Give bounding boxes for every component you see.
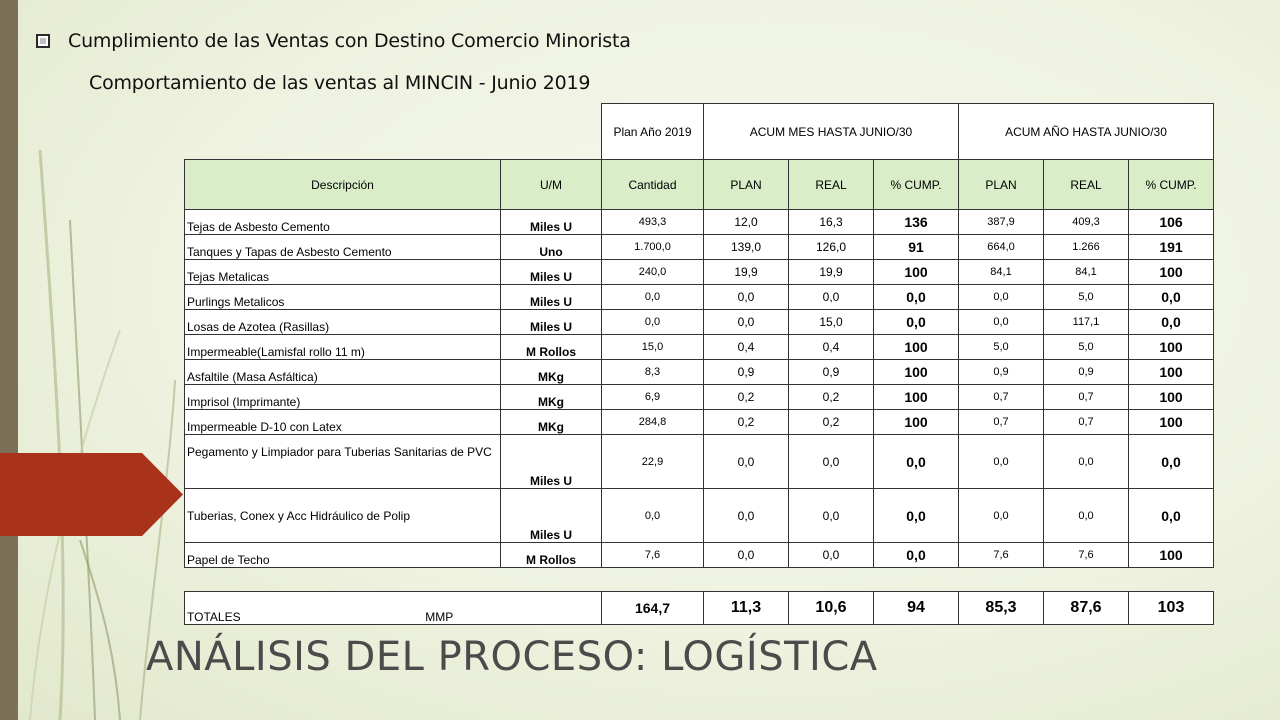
row-ano-real: 5,0 [1044, 285, 1129, 310]
table-row [185, 335, 1214, 360]
col-header-ano-plan: PLAN [959, 160, 1044, 210]
table-row [185, 360, 1214, 385]
row-ano-pct: 106 [1129, 210, 1214, 235]
row-um: Miles U [501, 210, 602, 235]
row-ano-plan: 387,9 [959, 210, 1044, 235]
row-ano-real: 0,7 [1044, 385, 1129, 410]
row-description: Imprisol (Imprimante) [185, 385, 501, 410]
row-mes-pct: 0,0 [874, 435, 959, 489]
row-ano-plan: 7,6 [959, 543, 1044, 568]
row-mes-real: 0,0 [789, 435, 874, 489]
left-sidebar-bar [0, 0, 18, 720]
totals-mes-real: 10,6 [789, 592, 874, 625]
spacer-row [185, 568, 1214, 592]
row-mes-pct: 100 [874, 385, 959, 410]
row-cantidad: 22,9 [602, 435, 704, 489]
red-arrow-shape [0, 453, 183, 536]
row-ano-real: 0,0 [1044, 489, 1129, 543]
row-mes-real: 16,3 [789, 210, 874, 235]
row-ano-real: 1.266 [1044, 235, 1129, 260]
header-acum-ano: ACUM AÑO HASTA JUNIO/30 [959, 104, 1214, 160]
row-ano-pct: 100 [1129, 360, 1214, 385]
totals-label: TOTALES [187, 610, 241, 624]
col-header-um: U/M [501, 160, 602, 210]
slide-title: ANÁLISIS DEL PROCESO: LOGÍSTICA [146, 634, 878, 680]
totals-ano-real: 87,6 [1044, 592, 1129, 625]
row-ano-plan: 664,0 [959, 235, 1044, 260]
row-mes-pct: 136 [874, 210, 959, 235]
row-ano-pct: 191 [1129, 235, 1214, 260]
row-cantidad: 0,0 [602, 285, 704, 310]
row-mes-pct: 0,0 [874, 285, 959, 310]
row-um: MKg [501, 385, 602, 410]
totals-mes-pct: 94 [874, 592, 959, 625]
row-um: Miles U [501, 435, 602, 489]
row-mes-pct: 100 [874, 410, 959, 435]
row-ano-real: 7,6 [1044, 543, 1129, 568]
row-um: MKg [501, 360, 602, 385]
col-header-mes-real: REAL [789, 160, 874, 210]
row-um: Uno [501, 235, 602, 260]
row-mes-pct: 91 [874, 235, 959, 260]
row-mes-real: 19,9 [789, 260, 874, 285]
row-ano-real: 84,1 [1044, 260, 1129, 285]
row-mes-plan: 0,0 [704, 310, 789, 335]
row-mes-plan: 139,0 [704, 235, 789, 260]
row-ano-plan: 0,9 [959, 360, 1044, 385]
row-cantidad: 240,0 [602, 260, 704, 285]
row-ano-real: 117,1 [1044, 310, 1129, 335]
table-row [185, 310, 1214, 335]
bullet-text: Cumplimiento de las Ventas con Destino Comercio Minorista [68, 30, 631, 52]
row-um: M Rollos [501, 335, 602, 360]
row-cantidad: 284,8 [602, 410, 704, 435]
totals-mes-plan: 11,3 [704, 592, 789, 625]
row-ano-real: 409,3 [1044, 210, 1129, 235]
row-ano-real: 0,7 [1044, 410, 1129, 435]
row-mes-real: 0,2 [789, 410, 874, 435]
row-ano-real: 0,0 [1044, 435, 1129, 489]
row-description: Purlings Metalicos [185, 285, 501, 310]
row-mes-real: 0,0 [789, 543, 874, 568]
table-row [185, 235, 1214, 260]
row-mes-real: 126,0 [789, 235, 874, 260]
row-ano-real: 0,9 [1044, 360, 1129, 385]
row-mes-pct: 0,0 [874, 489, 959, 543]
col-header-mes-plan: PLAN [704, 160, 789, 210]
row-mes-pct: 100 [874, 260, 959, 285]
row-ano-pct: 100 [1129, 335, 1214, 360]
row-description: Pegamento y Limpiador para Tuberias Sanitarias de PVC [185, 435, 501, 489]
row-ano-pct: 0,0 [1129, 435, 1214, 489]
sales-table [184, 103, 1214, 625]
col-header-descripcion: Descripción [185, 160, 501, 210]
totals-unit: MMP [425, 610, 454, 624]
row-cantidad: 493,3 [602, 210, 704, 235]
row-ano-plan: 0,7 [959, 410, 1044, 435]
row-mes-plan: 0,0 [704, 489, 789, 543]
row-mes-pct: 100 [874, 335, 959, 360]
row-cantidad: 7,6 [602, 543, 704, 568]
bullet-heading [36, 30, 631, 52]
totals-cantidad: 164,7 [602, 592, 704, 625]
header-acum-mes: ACUM MES HASTA JUNIO/30 [704, 104, 959, 160]
table-row [185, 489, 1214, 543]
row-ano-plan: 0,0 [959, 489, 1044, 543]
table-row [185, 543, 1214, 568]
row-um: Miles U [501, 285, 602, 310]
row-description: Impermeable D-10 con Latex [185, 410, 501, 435]
table-row [185, 285, 1214, 310]
row-mes-plan: 0,0 [704, 435, 789, 489]
col-header-ano-real: REAL [1044, 160, 1129, 210]
row-mes-real: 0,0 [789, 285, 874, 310]
row-um: MKg [501, 410, 602, 435]
row-ano-pct: 100 [1129, 260, 1214, 285]
row-description: Losas de Azotea (Rasillas) [185, 310, 501, 335]
row-description: Impermeable(Lamisfal rollo 11 m) [185, 335, 501, 360]
row-ano-plan: 0,7 [959, 385, 1044, 410]
row-cantidad: 8,3 [602, 360, 704, 385]
row-ano-pct: 100 [1129, 410, 1214, 435]
row-mes-plan: 0,0 [704, 285, 789, 310]
table-row [185, 410, 1214, 435]
row-mes-plan: 0,4 [704, 335, 789, 360]
row-ano-pct: 0,0 [1129, 489, 1214, 543]
totals-row [185, 592, 1214, 625]
row-mes-real: 0,0 [789, 489, 874, 543]
row-ano-pct: 100 [1129, 543, 1214, 568]
row-mes-real: 0,9 [789, 360, 874, 385]
row-cantidad: 0,0 [602, 310, 704, 335]
row-um: Miles U [501, 310, 602, 335]
row-mes-plan: 0,0 [704, 543, 789, 568]
table-row [185, 385, 1214, 410]
row-description: Tuberias, Conex y Acc Hidráulico de Polip [185, 489, 501, 543]
row-mes-real: 15,0 [789, 310, 874, 335]
row-cantidad: 15,0 [602, 335, 704, 360]
row-mes-plan: 0,2 [704, 385, 789, 410]
row-cantidad: 0,0 [602, 489, 704, 543]
row-mes-plan: 19,9 [704, 260, 789, 285]
row-ano-pct: 100 [1129, 385, 1214, 410]
totals-ano-pct: 103 [1129, 592, 1214, 625]
row-cantidad: 6,9 [602, 385, 704, 410]
col-header-cantidad: Cantidad [602, 160, 704, 210]
row-mes-plan: 0,9 [704, 360, 789, 385]
table-row [185, 260, 1214, 285]
row-mes-pct: 0,0 [874, 543, 959, 568]
col-header-mes-pct: % CUMP. [874, 160, 959, 210]
checkbox-bullet-icon [36, 34, 50, 48]
row-ano-plan: 0,0 [959, 435, 1044, 489]
row-description: Tejas de Asbesto Cemento [185, 210, 501, 235]
row-mes-pct: 0,0 [874, 310, 959, 335]
totals-ano-plan: 85,3 [959, 592, 1044, 625]
row-mes-real: 0,4 [789, 335, 874, 360]
col-header-ano-pct: % CUMP. [1129, 160, 1214, 210]
row-description: Tejas Metalicas [185, 260, 501, 285]
row-description: Tanques y Tapas de Asbesto Cemento [185, 235, 501, 260]
row-ano-plan: 84,1 [959, 260, 1044, 285]
row-ano-pct: 0,0 [1129, 310, 1214, 335]
table-subtitle: Comportamiento de las ventas al MINCIN - Junio 2019 [89, 72, 591, 94]
row-description: Papel de Techo [185, 543, 501, 568]
row-ano-plan: 5,0 [959, 335, 1044, 360]
header-plan-ano: Plan Año 2019 [602, 104, 704, 160]
table-row [185, 210, 1214, 235]
row-um: Miles U [501, 260, 602, 285]
row-cantidad: 1.700,0 [602, 235, 704, 260]
totals-label-cell [185, 592, 602, 625]
row-um: Miles U [501, 489, 602, 543]
empty-header-cell [185, 104, 602, 160]
row-description: Asfaltile (Masa Asfáltica) [185, 360, 501, 385]
row-ano-plan: 0,0 [959, 285, 1044, 310]
table-row [185, 435, 1214, 489]
row-ano-real: 5,0 [1044, 335, 1129, 360]
row-mes-real: 0,2 [789, 385, 874, 410]
row-ano-plan: 0,0 [959, 310, 1044, 335]
row-um: M Rollos [501, 543, 602, 568]
row-ano-pct: 0,0 [1129, 285, 1214, 310]
row-mes-plan: 12,0 [704, 210, 789, 235]
row-mes-pct: 100 [874, 360, 959, 385]
row-mes-plan: 0,2 [704, 410, 789, 435]
